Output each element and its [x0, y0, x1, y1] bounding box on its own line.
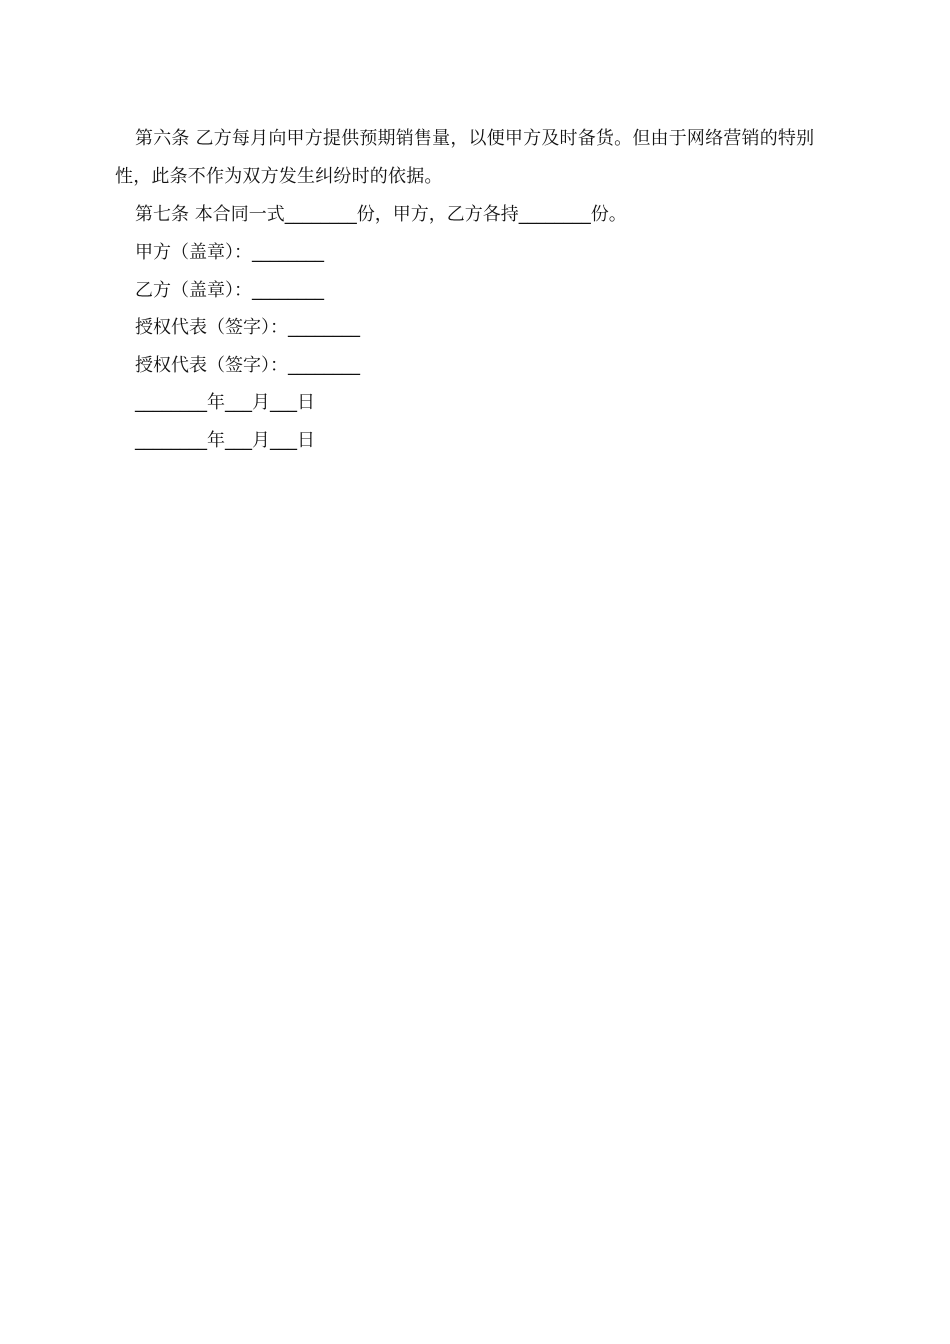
article-7-paragraph: 第七条 本合同一式________份，甲方，乙方各持________份。	[135, 204, 627, 225]
date-b-line: ________年___月___日	[135, 429, 315, 451]
date-a-line: ________年___月___日	[135, 392, 315, 413]
representative-a-signature-line: 授权代表（签字）：________	[135, 317, 360, 338]
party-b-seal-line: 乙方（盖章）：________	[135, 279, 324, 301]
document-body	[115, 120, 845, 459]
representative-b-signature-line: 授权代表（签字）：________	[135, 354, 360, 376]
article-6-paragraph: 第六条 乙方每月向甲方提供预期销售量，以便甲方及时备货。但由于网络营销的特别性，此条不作为双方发生纠纷时的依据。	[115, 128, 815, 187]
party-a-seal-line: 甲方（盖章）：________	[135, 242, 324, 263]
